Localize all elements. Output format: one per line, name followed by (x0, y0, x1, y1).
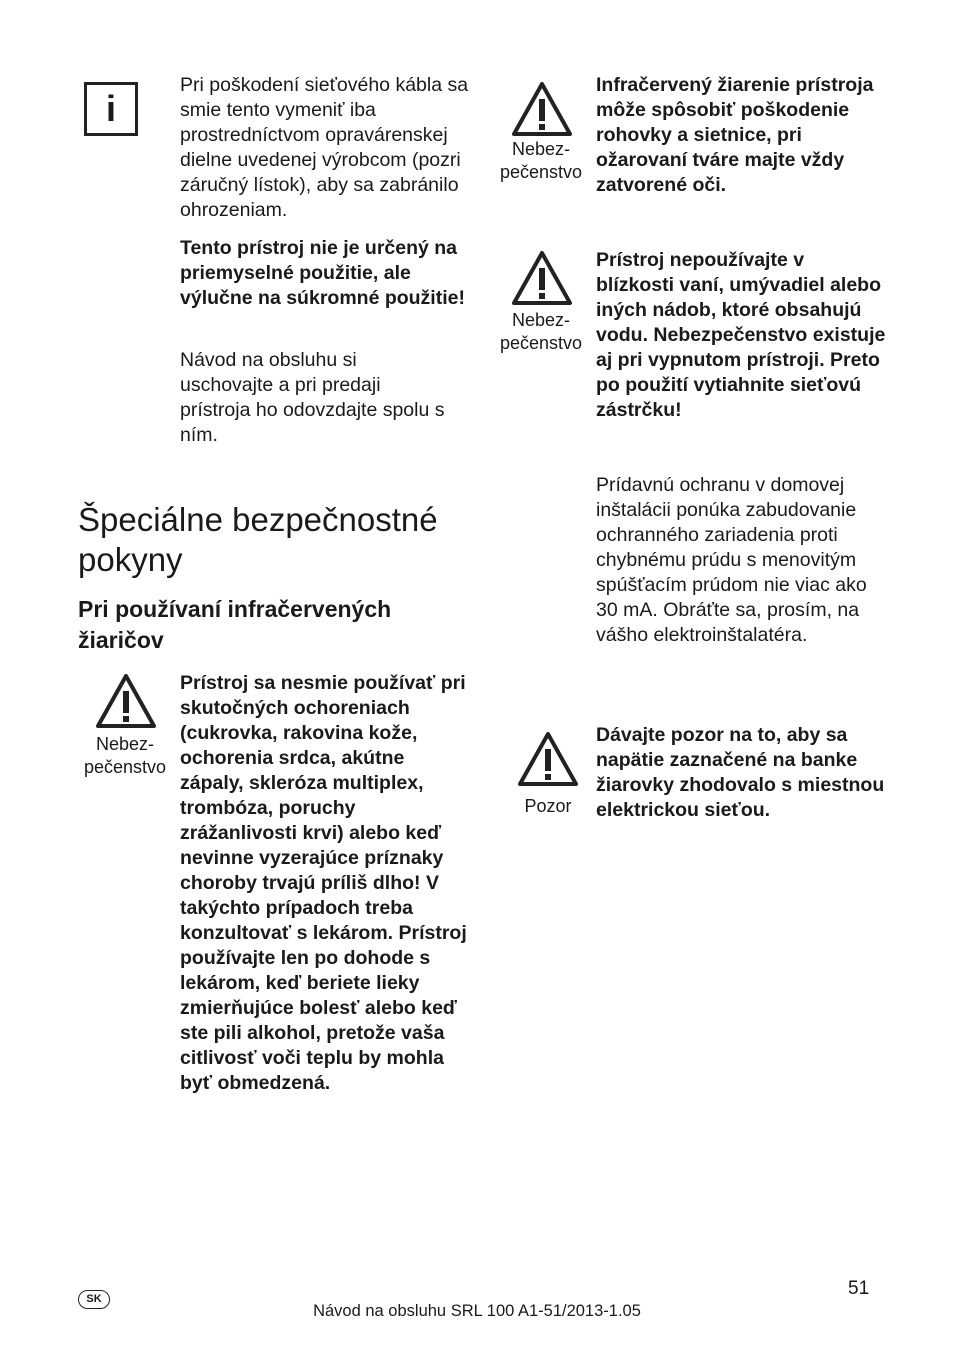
caution-label: Pozor (524, 796, 572, 816)
voltage-caution-text: Dávajte pozor na to, aby sa napätie zaznačené na banke žiarovky zhodovalo s miestnou elektrickou sieťou. (596, 724, 885, 821)
section-title: Špeciálne bezpečnostné pokyny (78, 501, 438, 578)
cable-damage-paragraph: Pri poškodení sieťového kábla sa smie tento vymeniť iba prostredníctvom opravárenskej dielne uvedenej výrobcom (pozri záručný lístok), aby sa zabránilo ohrozeniam. (180, 74, 469, 221)
page-number: 51 (848, 1278, 870, 1299)
warning-triangle-icon (94, 672, 158, 730)
illness-warning-text: Prístroj sa nesmie používať pri skutočných ochoreniach (cukrovka, rakovina kože, ochorenia srdca, akútne zápaly, skleróza multiplex, trombóza, poruchy zrážanlivosti krvi) alebo keď nevinne vyzerajúce príznaky choroby trvajú príliš dlho! V takýchto prípadoch treba konzultovať s lekárom. Prístroj používajte len po dohode s lekárom, keď beriete lieky zmierňujúce bolesť alebo keď ste pili alkohol, pretože vaša citlivosť voči teplu by mohla byť obmedzená. (180, 672, 467, 1094)
caution-triangle-icon (516, 730, 580, 788)
info-icon: i (84, 82, 138, 136)
keep-manual-paragraph: Návod na obsluhu si uschovajte a pri predaji prístroja ho odovzdajte spolu s ním. (180, 349, 445, 446)
document-reference: Návod na obsluhu SRL 100 A1-51/2013-1.05 (313, 1302, 641, 1320)
language-badge: SK (78, 1290, 110, 1309)
water-warning-text: Prístroj nepoužívajte v blízkosti vaní, umývadiel alebo iných nádob, ktoré obsahujú vodu. Nebezpečenstvo existuje aj pri vypnutom prístroji. Preto po použití vytiahnite sieťovú zástrčku! (596, 249, 886, 421)
subsection-title: Pri používaní infračervených žiaričov (78, 596, 392, 653)
danger-label: Nebez-pečenstvo (499, 310, 583, 353)
warning-triangle-icon (510, 249, 574, 307)
eye-warning-text: Infračervený žiarenie prístroja môže spôsobiť poškodenie rohovky a sietnice, pri ožarovaní tváre majte vždy zatvorené oči. (596, 74, 874, 196)
danger-label: Nebez-pečenstvo (83, 734, 167, 777)
danger-label: Nebez-pečenstvo (499, 139, 583, 182)
private-use-notice: Tento prístroj nie je určený na priemyselné použitie, ale výlučne na súkromné použitie! (180, 237, 465, 309)
rcd-paragraph: Prídavnú ochranu v domovej inštalácii ponúka zabudovanie ochranného zariadenia proti chybnému prúdu s menovitým spúšťacím prúdom nie viac ako 30 mA. Obráťte sa, prosím, na vášho elektroinštalatéra. (596, 474, 867, 646)
warning-triangle-icon (510, 80, 574, 138)
